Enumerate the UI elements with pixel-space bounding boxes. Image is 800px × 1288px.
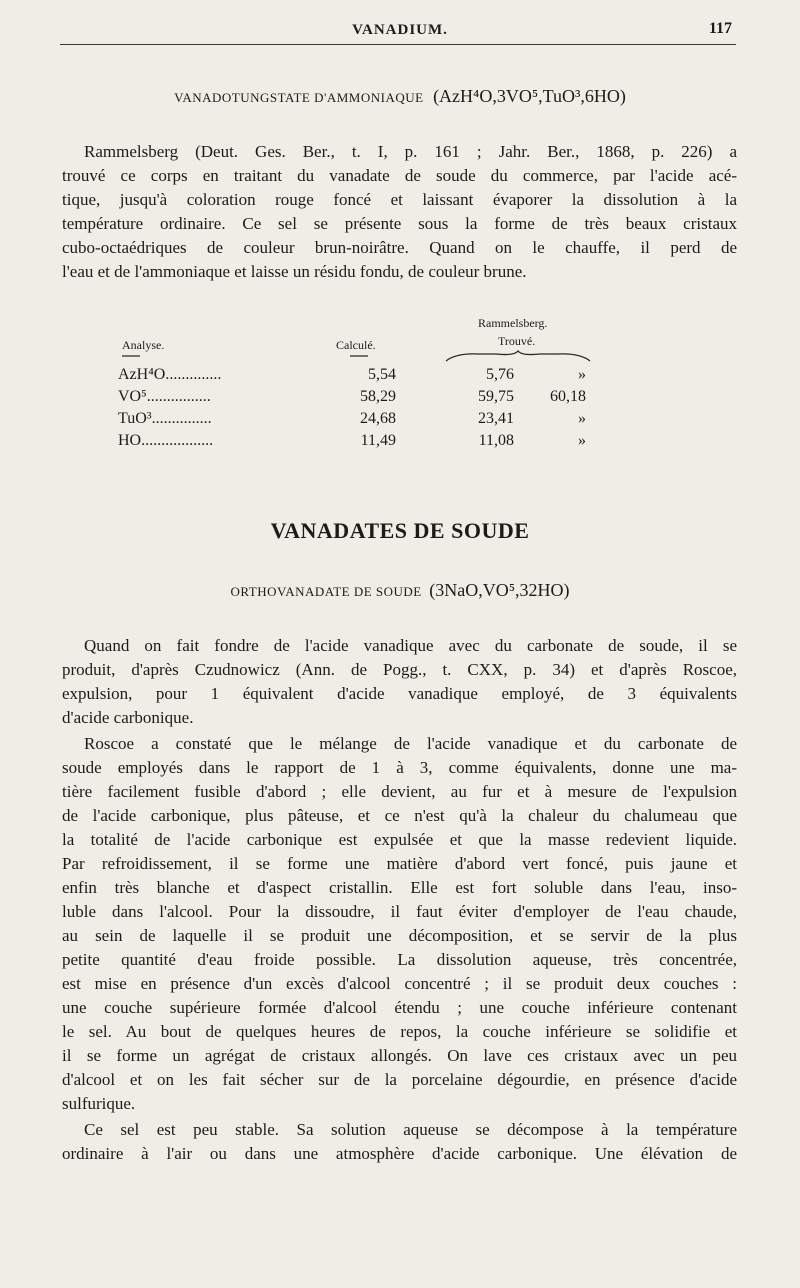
text-line: cubo-octaédriques de couleur brun-noirâtre. Quand on le chauffe, il perd de xyxy=(62,238,737,257)
text-line: tière facilement fusible d'abord ; elle devient, au fur et à mesure de l'expulsion xyxy=(62,782,737,801)
table-row xyxy=(118,410,638,432)
paragraph-roscoe xyxy=(62,732,737,1116)
row-calcule: 5,54 xyxy=(368,366,396,383)
row-calcule: 58,29 xyxy=(360,388,396,405)
paragraph-rammelsberg xyxy=(62,140,737,284)
header-rammelsberg: Rammelsberg. xyxy=(478,316,548,330)
row-calcule: 24,68 xyxy=(360,410,396,427)
row-label: TuO³............... xyxy=(118,410,212,427)
subsection-title-orthovanadate xyxy=(0,580,800,601)
text-line: tique, jusqu'à coloration rouge foncé et laissant évaporer la dissolution à la xyxy=(62,190,737,209)
text-line: enfin très blanche et d'aspect cristallin. Elle est fort soluble dans l'eau, inso- xyxy=(62,878,737,897)
text-line: le sel. Au bout de quelques heures de repos, la couche inférieure se solidifie et xyxy=(62,1022,737,1041)
row-trouve-2: » xyxy=(578,432,586,449)
text-line: ordinaire à l'air ou dans une atmosphère d'acide carbonique. Une élévation de xyxy=(62,1144,737,1163)
text-line: trouvé ce corps en traitant du vanadate de soude du commerce, par l'acide acé- xyxy=(62,166,737,185)
row-trouve-1: 23,41 xyxy=(478,410,514,427)
paragraph-stabilite xyxy=(62,1118,737,1166)
text-line: une couche supérieure formée d'alcool étendu ; une couche inférieure contenant xyxy=(62,998,737,1017)
table-row xyxy=(118,432,638,454)
running-header: VANADIUM. xyxy=(352,22,448,38)
table-row xyxy=(118,388,638,410)
text-line: est mise en présence d'un excès d'alcool concentré ; il se produit deux couches : xyxy=(62,974,737,993)
text-line: de l'acide carbonique, plus pâteuse, et ce n'est qu'à la chaleur du chalumeau que xyxy=(62,806,737,825)
section-heading-vanadates: VANADATES DE SOUDE xyxy=(270,518,530,543)
page-number: 117 xyxy=(708,20,732,37)
row-trouve-2: » xyxy=(578,366,586,383)
row-trouve-1: 5,76 xyxy=(486,366,514,383)
section-title-text: VANADOTUNGSTATE D'AMMONIAQUE xyxy=(174,90,424,105)
text-line: sulfurique. xyxy=(62,1094,136,1113)
section-title-formula: (AzH⁴O,3VO⁵,TuO³,6HO) xyxy=(433,86,626,106)
text-line: la totalité de l'acide carbonique est expulsée et que la masse redevient liquide. xyxy=(62,830,737,849)
row-trouve-1: 59,75 xyxy=(478,388,514,405)
subsection-title-text: ORTHOVANADATE DE SOUDE xyxy=(230,584,422,599)
row-calcule: 11,49 xyxy=(360,432,396,449)
text-line: d'alcool et on les fait sécher sur de la porcelaine dégourdie, en présence d'acide xyxy=(62,1070,737,1089)
subsection-title-formula: (3NaO,VO⁵,32HO) xyxy=(429,580,570,600)
text-line: Ce sel est peu stable. Sa solution aqueuse se décompose à la température xyxy=(84,1120,737,1139)
header-analyse: Analyse. xyxy=(122,338,165,352)
paragraph-czudnowicz xyxy=(62,634,737,730)
text-line: l'eau et de l'ammoniaque et laisse un résidu fondu, de couleur brune. xyxy=(62,262,527,281)
header-trouve: Trouvé. xyxy=(498,334,536,348)
text-line: d'acide carbonique. xyxy=(62,708,194,727)
table-row xyxy=(118,366,638,388)
text-line: Rammelsberg (Deut. Ges. Ber., t. I, p. 161 ; Jahr. Ber., 1868, p. 226) a xyxy=(84,142,737,161)
header-rule xyxy=(60,44,736,45)
text-line: au sein de laquelle il se produit une décomposition, et se servir de la plus xyxy=(62,926,737,945)
text-line: température ordinaire. Ce sel se présente sous la forme de très beaux cristaux xyxy=(62,214,737,233)
text-line: Par refroidissement, il se forme une matière d'abord vert foncé, puis jaune et xyxy=(62,854,737,873)
text-line: Quand on fait fondre de l'acide vanadique avec du carbonate de soude, il se xyxy=(84,636,737,655)
row-label: HO.................. xyxy=(118,432,214,449)
text-line: expulsion, pour 1 équivalent d'acide vanadique employé, de 3 équivalents xyxy=(62,684,737,703)
text-line: produit, d'après Czudnowicz (Ann. de Pogg., t. CXX, p. 34) et d'après Roscoe, xyxy=(62,660,737,679)
text-line: luble dans l'alcool. Pour la dissoudre, il faut éviter d'employer de l'eau chaude, xyxy=(62,902,737,921)
text-line: il se forme un agrégat de cristaux allongés. On lave ces cristaux avec un peu xyxy=(62,1046,737,1065)
row-trouve-2: » xyxy=(578,410,586,427)
row-trouve-2: 60,18 xyxy=(550,388,586,405)
header-dashes xyxy=(118,350,638,364)
text-line: soude employés dans le rapport de 1 à 3, comme équivalents, donne une ma- xyxy=(62,758,737,777)
row-label: VO⁵................ xyxy=(118,388,211,405)
row-label: AzH⁴O.............. xyxy=(118,366,222,383)
section-title-vanadotungstate xyxy=(0,86,800,107)
row-trouve-1: 11,08 xyxy=(478,432,514,449)
analysis-table xyxy=(118,310,638,450)
text-line: Roscoe a constaté que le mélange de l'acide vanadique et du carbonate de xyxy=(84,734,737,753)
header-calcule: Calculé. xyxy=(336,338,376,352)
text-line: petite quantité d'eau froide possible. La dissolution aqueuse, très concentrée, xyxy=(62,950,737,969)
